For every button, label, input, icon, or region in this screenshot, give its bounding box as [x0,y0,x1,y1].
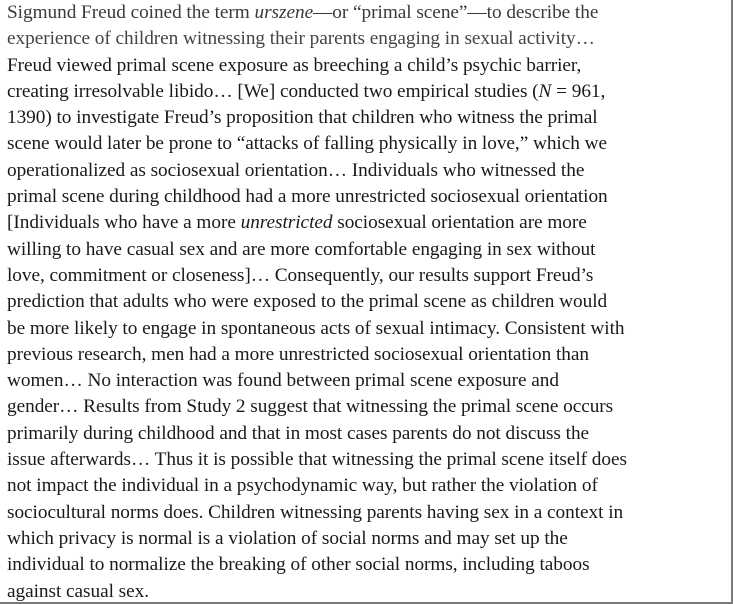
excerpt-text-block [7,0,729,604]
excerpt-line [7,526,729,552]
excerpt-line [7,552,729,578]
excerpt-line [7,394,729,420]
excerpt-line [7,158,729,184]
text-segment: willing to have casual sex and are more comfortable engaging in sex without [7,238,596,260]
text-segment: prediction that adults who were exposed to the primal scene as children would [7,291,608,313]
text-segment: sociosexual orientation are more [332,212,587,234]
excerpt-line [7,316,729,342]
text-segment: primal scene during childhood had a more unrestricted sociosexual orientation [7,186,608,208]
text-segment: Sigmund Freud coined the term [7,2,255,23]
text-segment: individual to normalize the breaking of other social norms, including taboos [7,554,590,576]
text-segment: which privacy is normal is a violation of social norms and may set up the [7,527,568,549]
italic-term: unrestricted [240,212,333,234]
text-segment: 1390) to investigate Freud’s proposition that children who witness the primal [7,107,598,129]
text-segment: Freud viewed primal scene exposure as breeching a child’s psychic barrier, [7,54,582,76]
text-segment: against casual sex. [7,580,150,602]
text-segment: primarily during childhood and that in most cases parents do not discuss the [7,422,590,444]
text-segment: = 961, [551,80,606,102]
excerpt-line [7,447,729,473]
excerpt-line [7,263,729,289]
excerpt-line [7,421,729,447]
italic-term: urszene [254,2,314,23]
italic-term: N [538,80,552,102]
text-segment: love, commitment or closeness]… Consequently, our results support Freud’s [7,264,594,286]
text-segment: scene would later be prone to “attacks of falling physically in love,” which we [7,133,607,155]
excerpt-line [7,500,729,526]
excerpt-line [7,184,729,210]
excerpt-line [7,0,729,26]
text-segment: women… No interaction was found between primal scene exposure and [7,370,559,392]
text-segment: be more likely to engage in spontaneous acts of sexual intimacy. Consistent with [7,317,625,339]
excerpt-line [7,289,729,315]
text-segment: issue afterwards… Thus it is possible that witnessing the primal scene itself does [7,449,627,471]
text-segment: —or “primal scene”—to describe the [313,2,599,23]
excerpt-line [7,368,729,394]
text-segment: [Individuals who have a more [7,212,241,234]
excerpt-line [7,237,729,263]
excerpt-line [7,79,729,105]
excerpt-line [7,105,729,131]
text-segment: gender… Results from Study 2 suggest that witnessing the primal scene occurs [7,396,614,418]
excerpt-line [7,579,729,604]
excerpt-line [7,26,729,52]
text-segment: operationalized as sociosexual orientation… Individuals who witnessed the [7,159,585,181]
excerpt-line [7,342,729,368]
text-segment: not impact the individual in a psychodynamic way, but rather the violation of [7,475,598,497]
excerpt-line [7,53,729,79]
text-segment: experience of children witnessing their parents engaging in sexual activity… [7,28,595,50]
excerpt-line [7,473,729,499]
text-segment: creating irresolvable libido… [We] conducted two empirical studies ( [7,80,539,102]
excerpt-line [7,131,729,157]
excerpt-line [7,210,729,236]
text-segment: previous research, men had a more unrestricted sociosexual orientation than [7,343,589,365]
text-segment: sociocultural norms does. Children witnessing parents having sex in a context in [7,501,624,523]
